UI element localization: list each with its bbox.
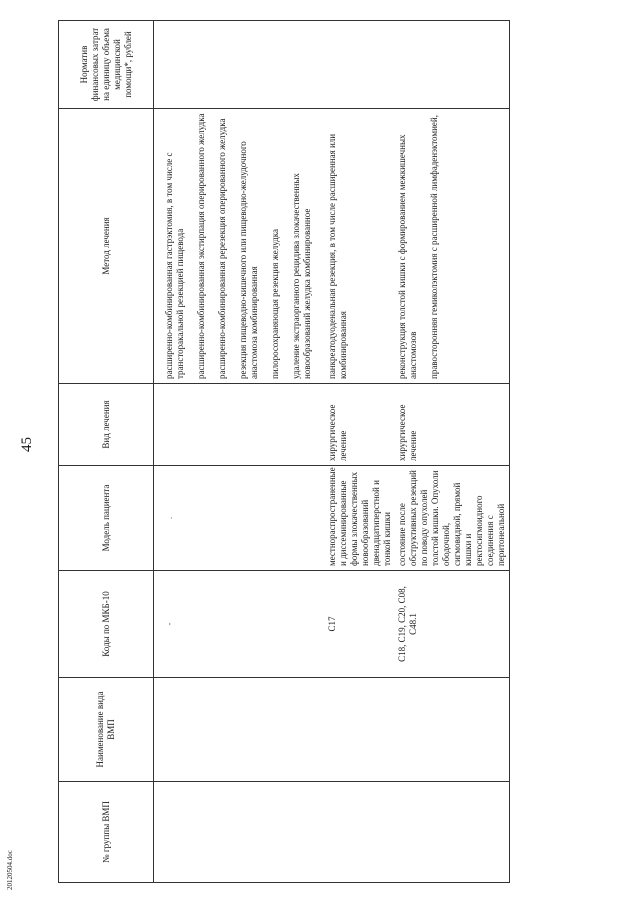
cell-methods-continued (162, 109, 325, 384)
cell-vmp-name (325, 678, 395, 782)
cell-method (395, 109, 510, 384)
table-row-c17 (325, 21, 395, 883)
cell-treatment: хирургическое лечение (395, 384, 510, 466)
dash-mark: - (163, 622, 174, 626)
method-item: реконструкция толстой кишки с формированием межкишечных анастомозов (396, 134, 418, 379)
table-row (162, 21, 325, 883)
method-item: расширенно-комбинированная экстирпация оперированного желудка (195, 113, 206, 379)
cell-cost (395, 21, 510, 109)
cell-model: состояние после обструктивных резекций по поводу опухолей толстой кишки. Опухоли ободочной, сигмовидной, прямой кишки и ректосигмоидного соединения с перитонеальной (395, 466, 510, 571)
rotated-table-page (58, 21, 623, 883)
cell-vmp-name (162, 678, 325, 782)
cell-group (325, 782, 395, 883)
table-header-row (59, 21, 154, 883)
cell-cost (325, 21, 395, 109)
cell-codes: С17 (325, 571, 395, 678)
vmp-table (58, 20, 510, 883)
method-item: расширенно-комбинированная гастрэктомия, в том числе с трансторакальной резекцией пищевода (163, 152, 185, 379)
header-cost-standard: Норматив финансовых затрат на единицу объема медицинской помощи*, рублей (59, 21, 154, 109)
method-item: расширенно-комбинированная ререзекция оперированного желудка (216, 118, 227, 379)
method-item: резекция пищеводно-кишечного или пищеводно-желудочного анастомоза комбинированная (237, 141, 259, 379)
header-group-number: № группы ВМП (59, 782, 154, 883)
cell-codes (162, 571, 325, 678)
method-item: панкреатодуоденальная резекция, в том числе расширенная или комбинированная (326, 133, 348, 379)
method-item: правосторонняя гемиколэктомия с расширенной лимфаденэктомией, (428, 115, 439, 379)
header-patient-model: Модель пациента (59, 466, 154, 571)
cell-treatment: хирургическое лечение (325, 384, 395, 466)
cell-group (162, 782, 325, 883)
table-gap-row (154, 21, 162, 883)
cell-cost (162, 21, 325, 109)
method-item: удаление экстраорганного рецидива злокачественных новообразований желудка комбинированное (290, 173, 312, 379)
table-row-c18 (395, 21, 510, 883)
page-number: 45 (19, 437, 35, 452)
header-vmp-name: Наименование вида ВМП (59, 678, 154, 782)
method-item: пилоросохраняющая резекция желудка (269, 229, 280, 379)
cell-model: местнораспространенные и диссеминированные формы злокачественных новообразований двенадцатиперстной и тонкой кишки (325, 466, 395, 571)
document-code: 20120504.doc (6, 850, 14, 890)
cell-treatment (162, 384, 325, 466)
header-icd-codes: Коды по МКБ-10 (59, 571, 154, 678)
header-treatment-type: Вид лечения (59, 384, 154, 466)
cell-codes: С18, С19, С20, С08, С48.1 (395, 571, 510, 678)
cell-vmp-name (395, 678, 510, 782)
header-treatment-method: Метод лечения (59, 109, 154, 384)
dot-mark: . (163, 516, 174, 520)
cell-method (325, 109, 395, 384)
cell-group (395, 782, 510, 883)
cell-model (162, 466, 325, 571)
